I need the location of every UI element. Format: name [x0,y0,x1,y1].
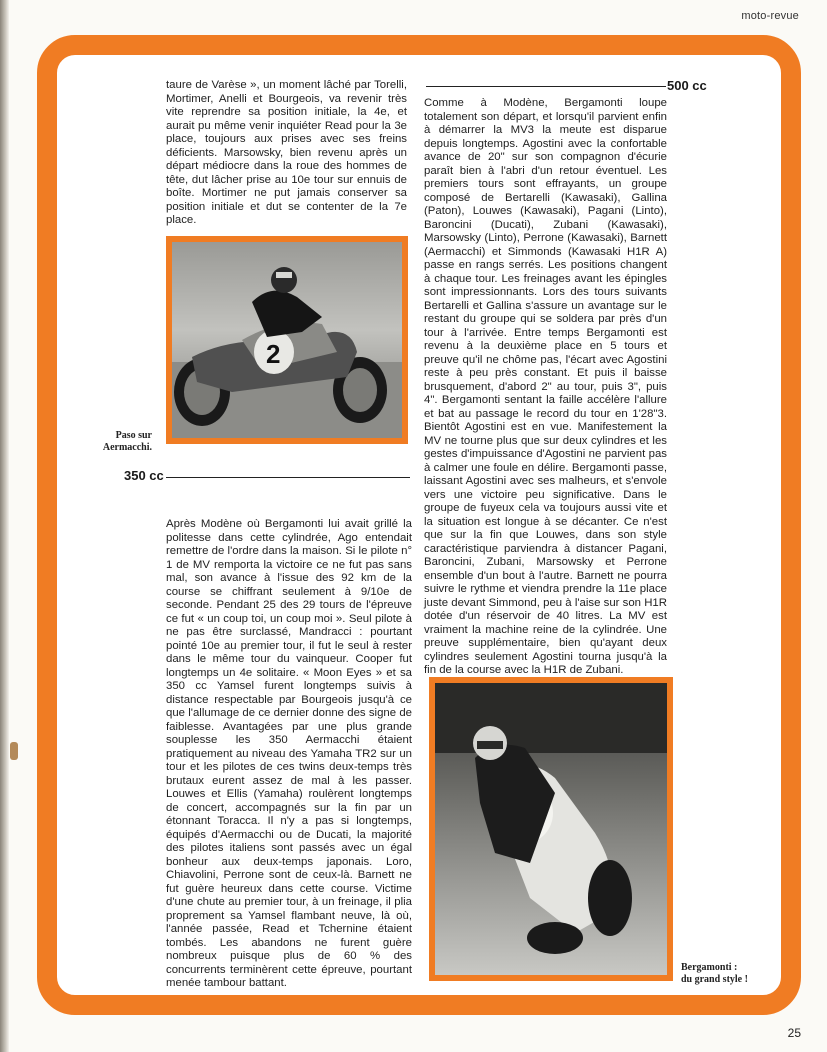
magazine-name: moto-revue [741,10,799,22]
page-spine-shadow [0,0,9,1052]
article-column-bottom-left: Après Modène où Bergamonti lui avait grillé la politesse dans cette cylindrée, Ago entendait remettre de l'ordre dans la maison. Si le pilote n° 1 de MV remporta la victoire ce ne fut pas sans mal, son avance à l'issue des 92 km de la course se chiffrant seulement à 9/10e de seconde. Pendant 25 des 29 tours de l'épreuve ce fut « un coup toi, un coup moi ». Seul pilote à ne pas être surclassé, Mandracci : pourtant pointé 10e au premier tour, il fut le seul à rester dans le même tour du vainqueur. Cooper fut longtemps un 4e solitaire. « Moon Eyes » et sa 350 cc Yamsel furent longtemps suivis à distance respectable par Bourgeois jusqu'à ce que l'allumage de ce dernier donne des signe de faiblesse. Avantagées par une plus grande souplesse les 350 Aermacchi étaient pratiquement au niveau des Yamaha TR2 sur un tour et les pilotes de ces twins deux-temps très brutaux eurent assez de mal à les passer. Louwes et Ellis (Yamaha) roulèrent longtemps de concert, accompagnés sur la fin par un étonnant Toracca. Il n'y a pas si longtemps, équipés d'Aermacchi ou de Ducati, la majorité des pilotes italiens sont passés avec un égal bonheur aux deux-temps japonais. Loro, Chiavolini, Perrone sont de ceux-là. Barnett ne fut guère heureux dans cette course. Victime d'une chute au premier tour, à un freinage, il plia proprement sa Yamsel flambant neuve, là où, l'année passée, Read et Tchernine étaient tombés. Les abandons ne furent guère nombreux puisque plus de 60 % des concurrents terminèrent cette épreuve, pourtant menée tambour battant. [166,518,412,989]
orange-page-frame [37,35,801,1015]
paper-stain [10,742,18,760]
section-rule-350 [166,477,410,478]
race-number-2: 2 [266,339,281,369]
caption-photo-2 [681,962,748,985]
page-number: 25 [787,1026,801,1040]
photo-bergamonti [429,677,673,981]
photo-paso-aermacchi [166,236,408,444]
section-heading-500cc: 500 cc [667,78,707,93]
article-column-right: Comme à Modène, Bergamonti loupe totalement son départ, et lorsqu'il parvient enfin à démarrer la MV3 la meute est disparue depuis longtemps. Agostini avec la confortable avance de 20" sur son compagnon d'écurie paraît bien à l'abri d'un retour éventuel. Les premiers tours sont effrayants, un groupe composé de Bertarelli (Kawasaki), Gallina (Paton), Louwes (Kawasaki), Pagani (Linto), Baroncini (Ducati), Zubani (Kawasaki), Marsowsky (Linto), Perrone (Kawasaki), Barnett (Aermacchi) et Simmonds (Kawasaki H1R A) passe en rangs serrés. Les positions changent à chaque tour. Les freinages avant les épingles sont impressionnants. Lors des tours suivants Bertarelli et Gallina s'assure un avantage sur le restant du groupe qui se soldera par près d'un tour à l'arrivée. Entre temps Bergamonti est revenu à la deuxième place en 5 tours et preuve qu'il ne chôme pas, l'écart avec Agostini reste à peu près constant. Et puis il baisse brusquement, d'abord 2" au tour, puis 3", puis 4". Bergamonti sentant la faille accélère l'allure et bat au passage le record du tour en 1'28"3. Bientôt Agostini est en vue. Manifestement la MV ne tourne plus que sur deux cylindres et les gestes d'impuissance d'Agostini ne parvient pas à calmer une foule en délire. Bergamonti passe, laissant Agostini avec ses malheurs, et s'envole vers une victoire peu significative. Dans le groupe de fuyeux cela va toujours aussi vite et la situation est longue à se décanter. Ce n'est que sur la fin que Louwes, dans son style caractéristique parviendra à distancer Pagani, Baroncini, Zubani, Marsowsky et Perrone ensemble d'un bout à l'autre. Barnett ne pourra suivre le rythme et viendra prendre la 11e place juste devant Simmond, peu à l'aise sur son H1R dotée d'un réservoir de 40 litres. La MV est vraiment la machine reine de la cylindrée. Une preuve supplémentaire, bien qu'ayant deux cylindres seulement Agostini tourna jusqu'à la fin de la course avec la H1R de Zubani. [424,97,667,676]
article-column-top-left: taure de Varèse », un moment lâché par Torelli, Mortimer, Anelli et Bourgeois, va revenir très vite reprendre sa position initiale, la 4e, et aurait pu même venir inquiéter Read pour la 3e place, toujours aux prises avec ses freins déficients. Marsowsky, bien revenu après un départ médiocre dans la roue des hommes de tête, dut lâcher prise au 10e tour sur ennuis de boîte. Mortimer ne put jamais conserver sa position initiale et dut se contenter de la 7e place. [166,79,407,226]
caption-2-line-1: Bergamonti : [681,962,738,973]
section-rule-500 [426,86,666,87]
motorcycle-photo-2 [435,683,667,975]
caption-1-line-2: Aermacchi. [102,441,152,453]
caption-2-line-2: du grand style ! [681,973,748,985]
caption-1-line-1: Paso sur [115,430,152,441]
caption-photo-1 [103,430,152,453]
section-heading-350cc: 350 cc [124,468,164,483]
motorcycle-photo-1 [172,242,402,438]
